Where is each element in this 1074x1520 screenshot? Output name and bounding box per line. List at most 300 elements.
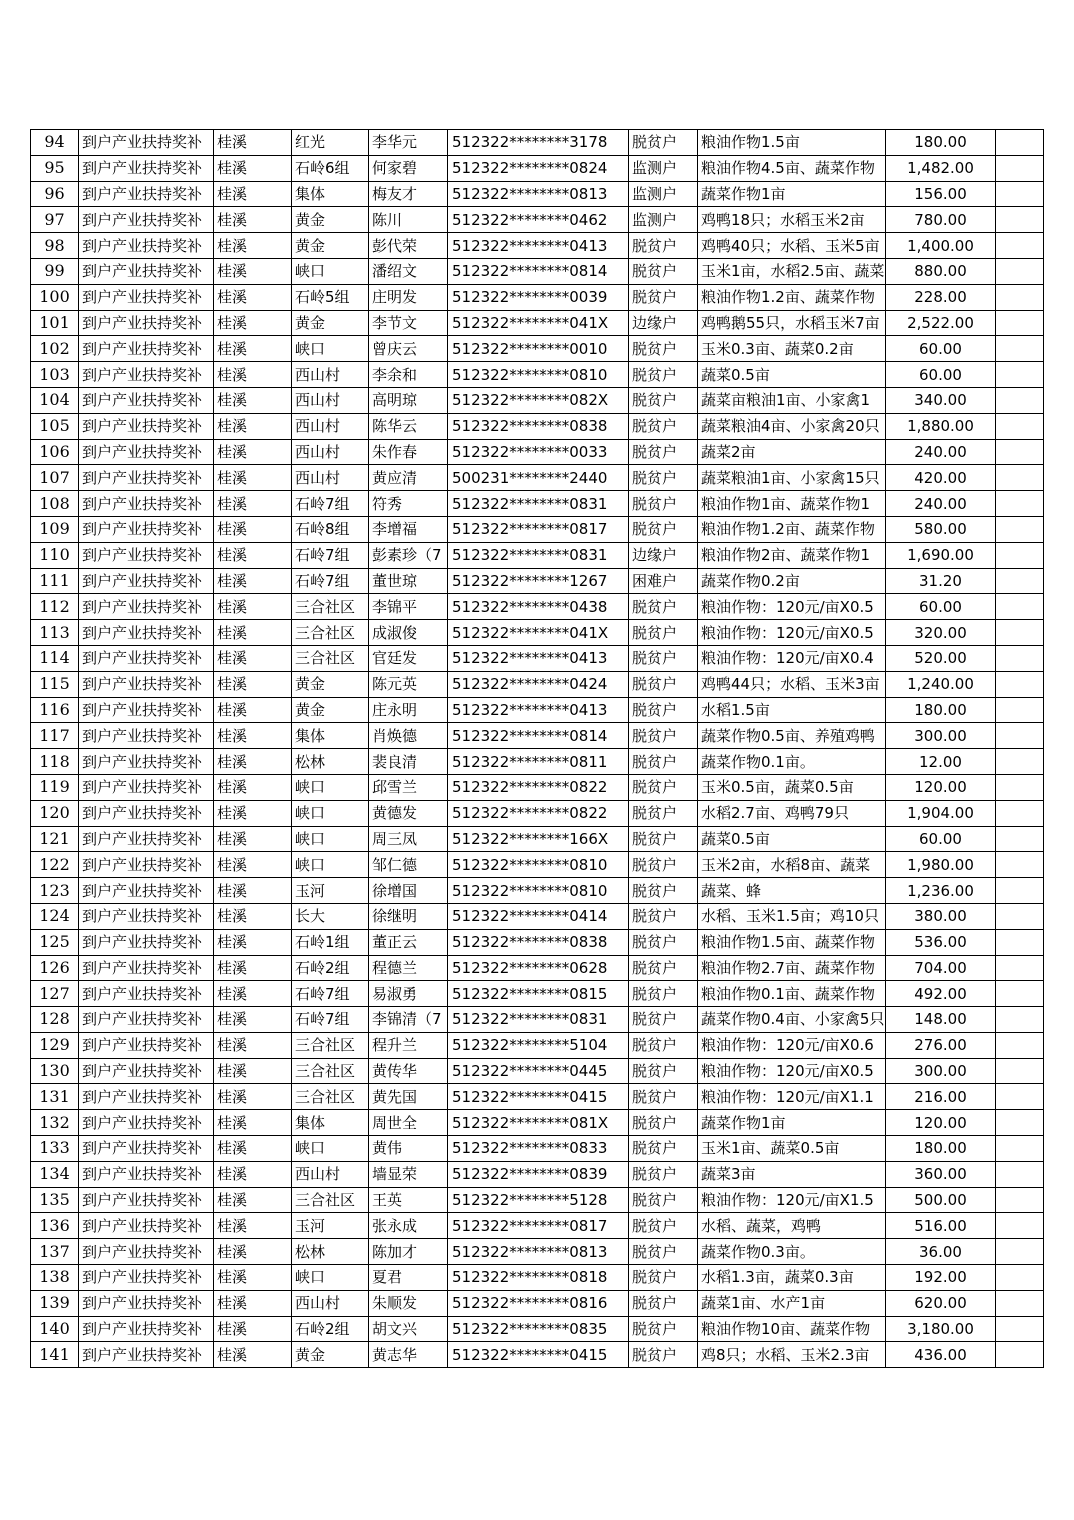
- name-cell: 黄应清: [369, 465, 448, 491]
- household-type-cell: 脱贫户: [629, 826, 698, 852]
- id-number-cell: 512322********0628: [448, 955, 629, 981]
- household-type-cell: 脱贫户: [629, 1084, 698, 1110]
- id-number-cell: 512322********082X: [448, 387, 629, 413]
- support-content-cell: 玉米0.3亩、蔬菜0.2亩: [698, 336, 886, 362]
- household-type-cell: 脱贫户: [629, 749, 698, 775]
- amount-cell: 31.20: [886, 568, 996, 594]
- empty-cell: [996, 1239, 1044, 1265]
- name-cell: 裴良清: [369, 749, 448, 775]
- project-cell: 到户产业扶持奖补: [79, 749, 214, 775]
- name-cell: 周世全: [369, 1110, 448, 1136]
- table-row: [31, 671, 1044, 697]
- town-cell: 桂溪: [214, 826, 292, 852]
- id-number-cell: 512322********0010: [448, 336, 629, 362]
- row-number: 94: [31, 130, 79, 156]
- name-cell: 李余和: [369, 362, 448, 388]
- project-cell: 到户产业扶持奖补: [79, 155, 214, 181]
- id-number-cell: 512322********0445: [448, 1058, 629, 1084]
- household-type-cell: 脱贫户: [629, 645, 698, 671]
- empty-cell: [996, 800, 1044, 826]
- row-number: 135: [31, 1187, 79, 1213]
- project-cell: 到户产业扶持奖补: [79, 852, 214, 878]
- row-number: 129: [31, 1032, 79, 1058]
- row-number: 107: [31, 465, 79, 491]
- id-number-cell: 512322********5128: [448, 1187, 629, 1213]
- id-number-cell: 512322********0831: [448, 1007, 629, 1033]
- project-cell: 到户产业扶持奖补: [79, 516, 214, 542]
- project-cell: 到户产业扶持奖补: [79, 387, 214, 413]
- row-number: 95: [31, 155, 79, 181]
- village-cell: 长大: [292, 903, 369, 929]
- name-cell: 陈华云: [369, 413, 448, 439]
- amount-cell: 300.00: [886, 1058, 996, 1084]
- id-number-cell: 512322********0822: [448, 800, 629, 826]
- name-cell: 王英: [369, 1187, 448, 1213]
- empty-cell: [996, 155, 1044, 181]
- id-number-cell: 512322********0817: [448, 516, 629, 542]
- support-content-cell: 蔬菜作物0.3亩。: [698, 1239, 886, 1265]
- town-cell: 桂溪: [214, 1239, 292, 1265]
- table-row: [31, 645, 1044, 671]
- household-type-cell: 脱贫户: [629, 852, 698, 878]
- town-cell: 桂溪: [214, 620, 292, 646]
- table-row: [31, 439, 1044, 465]
- village-cell: 三合社区: [292, 1084, 369, 1110]
- project-cell: 到户产业扶持奖补: [79, 130, 214, 156]
- support-content-cell: 蔬菜作物1亩: [698, 1110, 886, 1136]
- id-number-cell: 512322********3178: [448, 130, 629, 156]
- amount-cell: 620.00: [886, 1290, 996, 1316]
- amount-cell: 520.00: [886, 645, 996, 671]
- amount-cell: 2,522.00: [886, 310, 996, 336]
- town-cell: 桂溪: [214, 336, 292, 362]
- id-number-cell: 512322********0814: [448, 258, 629, 284]
- amount-cell: 492.00: [886, 981, 996, 1007]
- amount-cell: 60.00: [886, 826, 996, 852]
- id-number-cell: 512322********0838: [448, 413, 629, 439]
- table-row: [31, 1136, 1044, 1162]
- row-number: 125: [31, 929, 79, 955]
- table-row: [31, 1265, 1044, 1291]
- village-cell: 集体: [292, 181, 369, 207]
- support-content-cell: 粮油作物1.5亩: [698, 130, 886, 156]
- row-number: 116: [31, 697, 79, 723]
- empty-cell: [996, 981, 1044, 1007]
- name-cell: 潘绍文: [369, 258, 448, 284]
- row-number: 117: [31, 723, 79, 749]
- support-content-cell: 蔬菜3亩: [698, 1161, 886, 1187]
- household-type-cell: 脱贫户: [629, 1058, 698, 1084]
- household-type-cell: 脱贫户: [629, 929, 698, 955]
- household-type-cell: 脱贫户: [629, 955, 698, 981]
- table-row: [31, 800, 1044, 826]
- household-type-cell: 监测户: [629, 155, 698, 181]
- support-content-cell: 蔬菜、蜂: [698, 878, 886, 904]
- row-number: 97: [31, 207, 79, 233]
- id-number-cell: 512322********0811: [448, 749, 629, 775]
- town-cell: 桂溪: [214, 903, 292, 929]
- support-content-cell: 粮油作物1.2亩、蔬菜作物: [698, 284, 886, 310]
- project-cell: 到户产业扶持奖补: [79, 568, 214, 594]
- household-type-cell: 脱贫户: [629, 362, 698, 388]
- table-row: [31, 233, 1044, 259]
- row-number: 126: [31, 955, 79, 981]
- name-cell: 高明琼: [369, 387, 448, 413]
- name-cell: 官廷发: [369, 645, 448, 671]
- project-cell: 到户产业扶持奖补: [79, 723, 214, 749]
- empty-cell: [996, 620, 1044, 646]
- row-number: 130: [31, 1058, 79, 1084]
- name-cell: 陈川: [369, 207, 448, 233]
- project-cell: 到户产业扶持奖补: [79, 1265, 214, 1291]
- household-type-cell: 脱贫户: [629, 233, 698, 259]
- empty-cell: [996, 542, 1044, 568]
- name-cell: 李锦清（7: [369, 1007, 448, 1033]
- village-cell: 峡口: [292, 826, 369, 852]
- name-cell: 朱顺发: [369, 1290, 448, 1316]
- name-cell: 夏君: [369, 1265, 448, 1291]
- table-row: [31, 284, 1044, 310]
- town-cell: 桂溪: [214, 774, 292, 800]
- project-cell: 到户产业扶持奖补: [79, 439, 214, 465]
- project-cell: 到户产业扶持奖补: [79, 1032, 214, 1058]
- village-cell: 三合社区: [292, 1187, 369, 1213]
- village-cell: 石岭2组: [292, 1316, 369, 1342]
- project-cell: 到户产业扶持奖补: [79, 981, 214, 1007]
- support-content-cell: 粮油作物：120元/亩X0.4: [698, 645, 886, 671]
- name-cell: 庄永明: [369, 697, 448, 723]
- empty-cell: [996, 671, 1044, 697]
- id-number-cell: 512322********0413: [448, 697, 629, 723]
- table-row: [31, 336, 1044, 362]
- empty-cell: [996, 1342, 1044, 1368]
- table-row: [31, 310, 1044, 336]
- name-cell: 李节文: [369, 310, 448, 336]
- empty-cell: [996, 568, 1044, 594]
- id-number-cell: 500231********2440: [448, 465, 629, 491]
- empty-cell: [996, 1084, 1044, 1110]
- table-row: [31, 826, 1044, 852]
- table-row: [31, 413, 1044, 439]
- village-cell: 三合社区: [292, 1032, 369, 1058]
- table-row: [31, 1084, 1044, 1110]
- project-cell: 到户产业扶持奖补: [79, 1213, 214, 1239]
- project-cell: 到户产业扶持奖补: [79, 1290, 214, 1316]
- empty-cell: [996, 1058, 1044, 1084]
- project-cell: 到户产业扶持奖补: [79, 1058, 214, 1084]
- amount-cell: 436.00: [886, 1342, 996, 1368]
- empty-cell: [996, 439, 1044, 465]
- village-cell: 石岭2组: [292, 955, 369, 981]
- town-cell: 桂溪: [214, 800, 292, 826]
- table-body: [31, 130, 1044, 1368]
- household-type-cell: 脱贫户: [629, 258, 698, 284]
- id-number-cell: 512322********0414: [448, 903, 629, 929]
- name-cell: 张永成: [369, 1213, 448, 1239]
- town-cell: 桂溪: [214, 130, 292, 156]
- village-cell: 石岭7组: [292, 542, 369, 568]
- id-number-cell: 512322********0814: [448, 723, 629, 749]
- name-cell: 黄志华: [369, 1342, 448, 1368]
- village-cell: 西山村: [292, 362, 369, 388]
- id-number-cell: 512322********0424: [448, 671, 629, 697]
- support-content-cell: 粮油作物1.2亩、蔬菜作物: [698, 516, 886, 542]
- household-type-cell: 脱贫户: [629, 594, 698, 620]
- village-cell: 西山村: [292, 1161, 369, 1187]
- support-content-cell: 鸡鸭18只；水稻玉米2亩: [698, 207, 886, 233]
- empty-cell: [996, 852, 1044, 878]
- row-number: 127: [31, 981, 79, 1007]
- name-cell: 墙显荣: [369, 1161, 448, 1187]
- household-type-cell: 脱贫户: [629, 439, 698, 465]
- village-cell: 松林: [292, 749, 369, 775]
- village-cell: 西山村: [292, 439, 369, 465]
- row-number: 128: [31, 1007, 79, 1033]
- project-cell: 到户产业扶持奖补: [79, 594, 214, 620]
- id-number-cell: 512322********0413: [448, 233, 629, 259]
- table-row: [31, 516, 1044, 542]
- household-type-cell: 脱贫户: [629, 465, 698, 491]
- town-cell: 桂溪: [214, 645, 292, 671]
- town-cell: 桂溪: [214, 413, 292, 439]
- row-number: 133: [31, 1136, 79, 1162]
- name-cell: 徐增国: [369, 878, 448, 904]
- row-number: 139: [31, 1290, 79, 1316]
- support-content-cell: 粮油作物10亩、蔬菜作物: [698, 1316, 886, 1342]
- amount-cell: 36.00: [886, 1239, 996, 1265]
- empty-cell: [996, 1136, 1044, 1162]
- amount-cell: 3,180.00: [886, 1316, 996, 1342]
- support-content-cell: 鸡8只；水稻、玉米2.3亩: [698, 1342, 886, 1368]
- amount-cell: 1,690.00: [886, 542, 996, 568]
- row-number: 102: [31, 336, 79, 362]
- name-cell: 邱雪兰: [369, 774, 448, 800]
- row-number: 103: [31, 362, 79, 388]
- amount-cell: 1,880.00: [886, 413, 996, 439]
- name-cell: 曾庆云: [369, 336, 448, 362]
- id-number-cell: 512322********0415: [448, 1084, 629, 1110]
- village-cell: 石岭1组: [292, 929, 369, 955]
- town-cell: 桂溪: [214, 749, 292, 775]
- table-row: [31, 955, 1044, 981]
- household-type-cell: 脱贫户: [629, 284, 698, 310]
- empty-cell: [996, 774, 1044, 800]
- amount-cell: 60.00: [886, 362, 996, 388]
- support-content-cell: 玉米1亩、蔬菜0.5亩: [698, 1136, 886, 1162]
- project-cell: 到户产业扶持奖补: [79, 1187, 214, 1213]
- household-type-cell: 困难户: [629, 568, 698, 594]
- name-cell: 李增福: [369, 516, 448, 542]
- amount-cell: 500.00: [886, 1187, 996, 1213]
- id-number-cell: 512322********0816: [448, 1290, 629, 1316]
- row-number: 122: [31, 852, 79, 878]
- support-content-cell: 鸡鸭44只；水稻、玉米3亩: [698, 671, 886, 697]
- row-number: 112: [31, 594, 79, 620]
- household-type-cell: 脱贫户: [629, 774, 698, 800]
- name-cell: 董世琼: [369, 568, 448, 594]
- row-number: 137: [31, 1239, 79, 1265]
- town-cell: 桂溪: [214, 981, 292, 1007]
- table-row: [31, 620, 1044, 646]
- name-cell: 陈元英: [369, 671, 448, 697]
- row-number: 99: [31, 258, 79, 284]
- project-cell: 到户产业扶持奖补: [79, 697, 214, 723]
- table-row: [31, 1161, 1044, 1187]
- row-number: 101: [31, 310, 79, 336]
- empty-cell: [996, 1316, 1044, 1342]
- town-cell: 桂溪: [214, 387, 292, 413]
- row-number: 124: [31, 903, 79, 929]
- town-cell: 桂溪: [214, 439, 292, 465]
- project-cell: 到户产业扶持奖补: [79, 955, 214, 981]
- project-cell: 到户产业扶持奖补: [79, 1136, 214, 1162]
- village-cell: 西山村: [292, 413, 369, 439]
- village-cell: 三合社区: [292, 645, 369, 671]
- project-cell: 到户产业扶持奖补: [79, 181, 214, 207]
- town-cell: 桂溪: [214, 207, 292, 233]
- village-cell: 玉河: [292, 878, 369, 904]
- id-number-cell: 512322********0438: [448, 594, 629, 620]
- household-type-cell: 脱贫户: [629, 1110, 698, 1136]
- name-cell: 程升兰: [369, 1032, 448, 1058]
- row-number: 110: [31, 542, 79, 568]
- name-cell: 易淑勇: [369, 981, 448, 1007]
- table-row: [31, 1032, 1044, 1058]
- id-number-cell: 512322********166X: [448, 826, 629, 852]
- town-cell: 桂溪: [214, 1187, 292, 1213]
- table-row: [31, 207, 1044, 233]
- project-cell: 到户产业扶持奖补: [79, 207, 214, 233]
- name-cell: 陈加才: [369, 1239, 448, 1265]
- row-number: 134: [31, 1161, 79, 1187]
- id-number-cell: 512322********0839: [448, 1161, 629, 1187]
- support-content-cell: 鸡鸭鹅55只，水稻玉米7亩: [698, 310, 886, 336]
- table-row: [31, 1007, 1044, 1033]
- row-number: 115: [31, 671, 79, 697]
- empty-cell: [996, 258, 1044, 284]
- row-number: 132: [31, 1110, 79, 1136]
- project-cell: 到户产业扶持奖补: [79, 620, 214, 646]
- amount-cell: 156.00: [886, 181, 996, 207]
- id-number-cell: 512322********0817: [448, 1213, 629, 1239]
- village-cell: 石岭7组: [292, 491, 369, 517]
- town-cell: 桂溪: [214, 1213, 292, 1239]
- amount-cell: 60.00: [886, 594, 996, 620]
- name-cell: 黄德发: [369, 800, 448, 826]
- row-number: 114: [31, 645, 79, 671]
- household-type-cell: 脱贫户: [629, 1265, 698, 1291]
- empty-cell: [996, 1187, 1044, 1213]
- village-cell: 峡口: [292, 1136, 369, 1162]
- village-cell: 红光: [292, 130, 369, 156]
- table-row: [31, 1110, 1044, 1136]
- town-cell: 桂溪: [214, 1136, 292, 1162]
- village-cell: 峡口: [292, 1265, 369, 1291]
- id-number-cell: 512322********041X: [448, 310, 629, 336]
- table-row: [31, 181, 1044, 207]
- village-cell: 黄金: [292, 233, 369, 259]
- id-number-cell: 512322********0810: [448, 852, 629, 878]
- id-number-cell: 512322********0835: [448, 1316, 629, 1342]
- id-number-cell: 512322********081X: [448, 1110, 629, 1136]
- id-number-cell: 512322********0813: [448, 181, 629, 207]
- project-cell: 到户产业扶持奖补: [79, 284, 214, 310]
- table-row: [31, 697, 1044, 723]
- row-number: 109: [31, 516, 79, 542]
- town-cell: 桂溪: [214, 1032, 292, 1058]
- amount-cell: 276.00: [886, 1032, 996, 1058]
- project-cell: 到户产业扶持奖补: [79, 826, 214, 852]
- support-content-cell: 水稻1.3亩，蔬菜0.3亩: [698, 1265, 886, 1291]
- id-number-cell: 512322********0813: [448, 1239, 629, 1265]
- empty-cell: [996, 181, 1044, 207]
- amount-cell: 120.00: [886, 1110, 996, 1136]
- name-cell: 李锦平: [369, 594, 448, 620]
- village-cell: 黄金: [292, 671, 369, 697]
- project-cell: 到户产业扶持奖补: [79, 1084, 214, 1110]
- row-number: 141: [31, 1342, 79, 1368]
- project-cell: 到户产业扶持奖补: [79, 671, 214, 697]
- amount-cell: 228.00: [886, 284, 996, 310]
- id-number-cell: 512322********0810: [448, 878, 629, 904]
- table-row: [31, 1239, 1044, 1265]
- village-cell: 集体: [292, 723, 369, 749]
- village-cell: 石岭5组: [292, 284, 369, 310]
- village-cell: 峡口: [292, 852, 369, 878]
- table-row: [31, 1316, 1044, 1342]
- project-cell: 到户产业扶持奖补: [79, 800, 214, 826]
- town-cell: 桂溪: [214, 1316, 292, 1342]
- id-number-cell: 512322********0831: [448, 542, 629, 568]
- town-cell: 桂溪: [214, 258, 292, 284]
- row-number: 96: [31, 181, 79, 207]
- project-cell: 到户产业扶持奖补: [79, 1239, 214, 1265]
- town-cell: 桂溪: [214, 1110, 292, 1136]
- table-row: [31, 362, 1044, 388]
- village-cell: 黄金: [292, 697, 369, 723]
- town-cell: 桂溪: [214, 516, 292, 542]
- town-cell: 桂溪: [214, 1058, 292, 1084]
- name-cell: 黄伟: [369, 1136, 448, 1162]
- name-cell: 彭代荣: [369, 233, 448, 259]
- village-cell: 三合社区: [292, 1058, 369, 1084]
- id-number-cell: 512322********0033: [448, 439, 629, 465]
- amount-cell: 300.00: [886, 723, 996, 749]
- amount-cell: 1,236.00: [886, 878, 996, 904]
- empty-cell: [996, 929, 1044, 955]
- empty-cell: [996, 1007, 1044, 1033]
- project-cell: 到户产业扶持奖补: [79, 465, 214, 491]
- id-number-cell: 512322********0824: [448, 155, 629, 181]
- village-cell: 西山村: [292, 387, 369, 413]
- town-cell: 桂溪: [214, 955, 292, 981]
- table-row: [31, 387, 1044, 413]
- support-content-cell: 粮油作物：120元/亩X0.5: [698, 594, 886, 620]
- empty-cell: [996, 1032, 1044, 1058]
- empty-cell: [996, 697, 1044, 723]
- support-content-cell: 蔬菜作物0.5亩、养殖鸡鸭: [698, 723, 886, 749]
- project-cell: 到户产业扶持奖补: [79, 413, 214, 439]
- village-cell: 峡口: [292, 774, 369, 800]
- town-cell: 桂溪: [214, 1007, 292, 1033]
- name-cell: 肖焕德: [369, 723, 448, 749]
- village-cell: 峡口: [292, 800, 369, 826]
- row-number: 140: [31, 1316, 79, 1342]
- empty-cell: [996, 465, 1044, 491]
- subsidy-table: [30, 129, 1044, 1368]
- support-content-cell: 粮油作物2.7亩、蔬菜作物: [698, 955, 886, 981]
- town-cell: 桂溪: [214, 233, 292, 259]
